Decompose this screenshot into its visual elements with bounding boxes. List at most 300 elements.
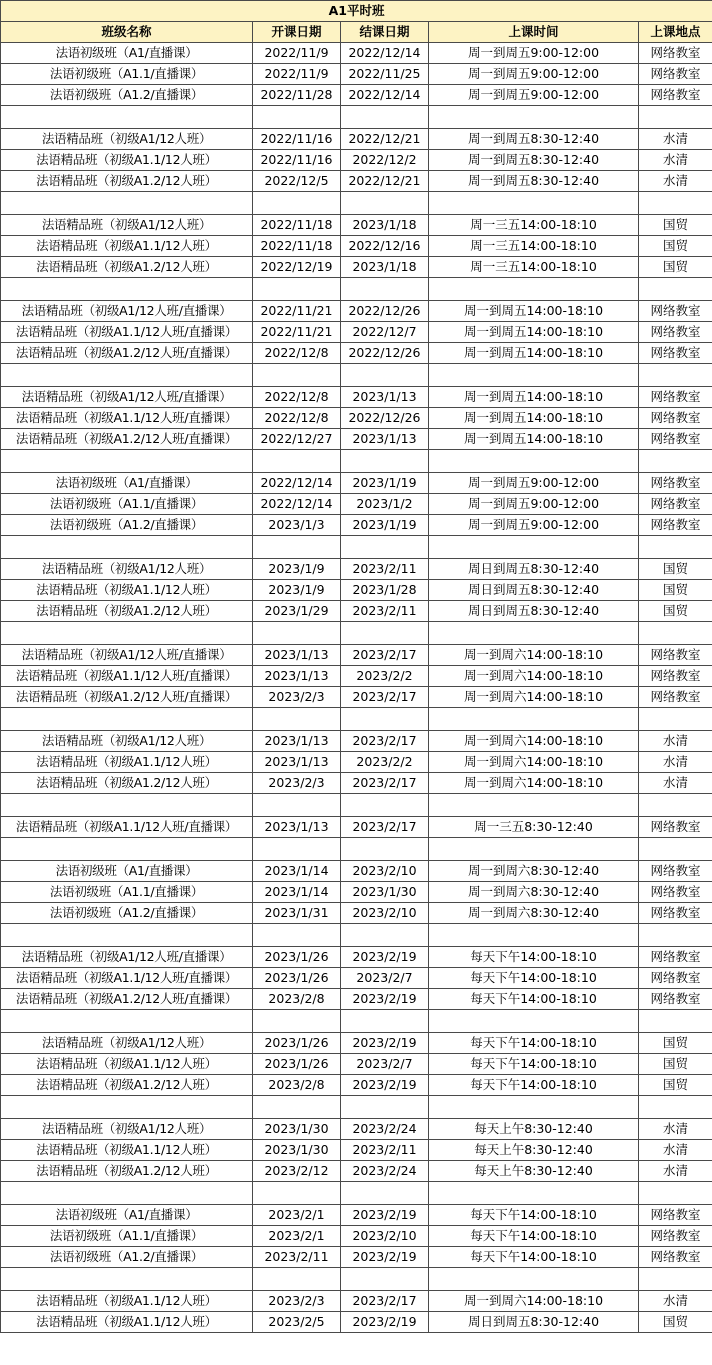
location-cell: 网络教室	[639, 882, 712, 903]
location-cell: 网络教室	[639, 322, 712, 343]
empty-cell	[253, 1010, 341, 1033]
table-row	[1, 989, 712, 1010]
start-date-cell: 2022/12/8	[253, 387, 341, 408]
empty-cell	[253, 708, 341, 731]
table-row	[1, 215, 712, 236]
class-name-cell: 法语初级班（A1.1/直播课）	[1, 494, 253, 515]
class-time-cell: 周一到周六14:00-18:10	[429, 752, 639, 773]
end-date-cell: 2023/1/13	[341, 429, 429, 450]
empty-cell	[253, 364, 341, 387]
table-row	[1, 129, 712, 150]
start-date-cell: 2023/2/8	[253, 1075, 341, 1096]
class-name-cell: 法语精品班（初级A1.1/12人班）	[1, 150, 253, 171]
table-row	[1, 601, 712, 622]
class-name-cell: 法语初级班（A1/直播课）	[1, 473, 253, 494]
class-name-cell: 法语精品班（初级A1.1/12人班/直播课）	[1, 666, 253, 687]
table-row	[1, 731, 712, 752]
end-date-cell: 2023/2/17	[341, 731, 429, 752]
class-time-cell: 周一三五14:00-18:10	[429, 215, 639, 236]
end-date-cell: 2022/12/2	[341, 150, 429, 171]
empty-cell	[639, 192, 712, 215]
start-date-cell: 2022/11/18	[253, 215, 341, 236]
class-name-cell: 法语精品班（初级A1.1/12人班）	[1, 1054, 253, 1075]
empty-cell	[639, 1268, 712, 1291]
empty-cell	[341, 192, 429, 215]
start-date-cell: 2023/1/30	[253, 1119, 341, 1140]
class-time-cell: 周一到周五9:00-12:00	[429, 43, 639, 64]
end-date-cell: 2023/1/28	[341, 580, 429, 601]
location-cell: 水清	[639, 1291, 712, 1312]
empty-cell	[341, 708, 429, 731]
empty-cell	[341, 1182, 429, 1205]
end-date-cell: 2023/2/10	[341, 903, 429, 924]
empty-cell	[429, 838, 639, 861]
empty-cell	[429, 450, 639, 473]
start-date-cell: 2023/1/14	[253, 861, 341, 882]
class-name-cell: 法语初级班（A1.2/直播课）	[1, 1247, 253, 1268]
empty-cell	[1, 622, 253, 645]
empty-cell	[429, 278, 639, 301]
end-date-cell: 2023/2/19	[341, 1205, 429, 1226]
class-time-cell: 周一到周五8:30-12:40	[429, 129, 639, 150]
empty-cell	[341, 794, 429, 817]
end-date-cell: 2023/2/11	[341, 601, 429, 622]
end-date-cell: 2022/12/14	[341, 85, 429, 106]
end-date-cell: 2022/12/14	[341, 43, 429, 64]
start-date-cell: 2022/12/27	[253, 429, 341, 450]
class-time-cell: 周一到周六14:00-18:10	[429, 645, 639, 666]
location-cell: 网络教室	[639, 515, 712, 536]
end-date-cell: 2023/2/17	[341, 687, 429, 708]
class-time-cell: 每天下午14:00-18:10	[429, 968, 639, 989]
start-date-cell: 2022/11/18	[253, 236, 341, 257]
class-name-cell: 法语初级班（A1.2/直播课）	[1, 515, 253, 536]
start-date-cell: 2023/2/1	[253, 1226, 341, 1247]
empty-cell	[639, 536, 712, 559]
location-cell: 网络教室	[639, 473, 712, 494]
empty-cell	[639, 622, 712, 645]
table-row	[1, 387, 712, 408]
class-time-cell: 周一到周五9:00-12:00	[429, 494, 639, 515]
location-cell: 国贸	[639, 236, 712, 257]
empty-cell	[341, 924, 429, 947]
end-date-cell: 2023/2/11	[341, 1140, 429, 1161]
end-date-cell: 2023/2/19	[341, 989, 429, 1010]
empty-cell	[429, 1268, 639, 1291]
empty-cell	[1, 1182, 253, 1205]
location-cell: 水清	[639, 773, 712, 794]
end-date-cell: 2023/2/24	[341, 1161, 429, 1182]
table-title: A1平时班	[1, 1, 712, 22]
start-date-cell: 2022/11/16	[253, 129, 341, 150]
class-name-cell: 法语精品班（初级A1/12人班）	[1, 215, 253, 236]
table-row	[1, 968, 712, 989]
spacer-row	[1, 708, 712, 731]
start-date-cell: 2023/2/11	[253, 1247, 341, 1268]
class-time-cell: 周一到周五14:00-18:10	[429, 387, 639, 408]
empty-cell	[639, 450, 712, 473]
start-date-cell: 2022/11/16	[253, 150, 341, 171]
table-row	[1, 1226, 712, 1247]
class-name-cell: 法语初级班（A1/直播课）	[1, 861, 253, 882]
start-date-cell: 2023/1/13	[253, 731, 341, 752]
spacer-row	[1, 106, 712, 129]
class-name-cell: 法语精品班（初级A1.2/12人班/直播课）	[1, 429, 253, 450]
class-time-cell: 每天上午8:30-12:40	[429, 1161, 639, 1182]
location-cell: 网络教室	[639, 494, 712, 515]
class-time-cell: 周一到周六8:30-12:40	[429, 882, 639, 903]
table-row	[1, 1312, 712, 1333]
table-row	[1, 494, 712, 515]
class-time-cell: 每天下午14:00-18:10	[429, 1226, 639, 1247]
location-cell: 网络教室	[639, 947, 712, 968]
spacer-row	[1, 794, 712, 817]
table-row	[1, 1291, 712, 1312]
class-name-cell: 法语精品班（初级A1/12人班/直播课）	[1, 645, 253, 666]
end-date-cell: 2023/1/18	[341, 257, 429, 278]
empty-cell	[341, 838, 429, 861]
class-name-cell: 法语精品班（初级A1.1/12人班）	[1, 1291, 253, 1312]
end-date-cell: 2022/12/26	[341, 301, 429, 322]
end-date-cell: 2023/2/19	[341, 947, 429, 968]
class-time-cell: 周日到周五8:30-12:40	[429, 1312, 639, 1333]
table-row	[1, 408, 712, 429]
class-time-cell: 周日到周五8:30-12:40	[429, 559, 639, 580]
class-name-cell: 法语精品班（初级A1.2/12人班）	[1, 601, 253, 622]
table-row	[1, 301, 712, 322]
end-date-cell: 2023/2/19	[341, 1247, 429, 1268]
empty-cell	[253, 278, 341, 301]
location-cell: 网络教室	[639, 43, 712, 64]
class-name-cell: 法语精品班（初级A1.2/12人班/直播课）	[1, 687, 253, 708]
start-date-cell: 2023/1/14	[253, 882, 341, 903]
end-date-cell: 2022/12/7	[341, 322, 429, 343]
start-date-cell: 2022/12/8	[253, 343, 341, 364]
class-name-cell: 法语精品班（初级A1/12人班）	[1, 1119, 253, 1140]
empty-cell	[253, 794, 341, 817]
location-cell: 国贸	[639, 601, 712, 622]
class-time-cell: 每天上午8:30-12:40	[429, 1140, 639, 1161]
class-time-cell: 周一三五14:00-18:10	[429, 257, 639, 278]
table-row	[1, 1075, 712, 1096]
spacer-row	[1, 838, 712, 861]
location-cell: 网络教室	[639, 989, 712, 1010]
class-name-cell: 法语精品班（初级A1.2/12人班/直播课）	[1, 989, 253, 1010]
table-row	[1, 43, 712, 64]
empty-cell	[1, 1268, 253, 1291]
empty-cell	[1, 1010, 253, 1033]
table-row	[1, 64, 712, 85]
location-cell: 网络教室	[639, 1205, 712, 1226]
table-row	[1, 773, 712, 794]
class-time-cell: 每天下午14:00-18:10	[429, 1054, 639, 1075]
class-name-cell: 法语精品班（初级A1.2/12人班）	[1, 1075, 253, 1096]
spacer-row	[1, 622, 712, 645]
empty-cell	[341, 1268, 429, 1291]
empty-cell	[253, 622, 341, 645]
start-date-cell: 2022/11/9	[253, 43, 341, 64]
class-name-cell: 法语精品班（初级A1.1/12人班）	[1, 580, 253, 601]
start-date-cell: 2023/2/8	[253, 989, 341, 1010]
empty-cell	[1, 364, 253, 387]
empty-cell	[429, 794, 639, 817]
column-header-location: 上课地点	[639, 22, 712, 43]
end-date-cell: 2022/12/26	[341, 408, 429, 429]
empty-cell	[253, 192, 341, 215]
end-date-cell: 2022/12/21	[341, 129, 429, 150]
table-row	[1, 1140, 712, 1161]
empty-cell	[429, 192, 639, 215]
empty-cell	[253, 838, 341, 861]
location-cell: 国贸	[639, 1075, 712, 1096]
empty-cell	[429, 1182, 639, 1205]
empty-cell	[639, 924, 712, 947]
table-row	[1, 1033, 712, 1054]
end-date-cell: 2022/12/16	[341, 236, 429, 257]
location-cell: 国贸	[639, 1054, 712, 1075]
class-name-cell: 法语精品班（初级A1.1/12人班）	[1, 1312, 253, 1333]
class-name-cell: 法语精品班（初级A1.1/12人班/直播课）	[1, 408, 253, 429]
class-name-cell: 法语初级班（A1.2/直播课）	[1, 85, 253, 106]
class-name-cell: 法语精品班（初级A1.2/12人班）	[1, 171, 253, 192]
empty-cell	[341, 1096, 429, 1119]
class-time-cell: 周日到周五8:30-12:40	[429, 580, 639, 601]
empty-cell	[341, 450, 429, 473]
class-time-cell: 周一三五8:30-12:40	[429, 817, 639, 838]
location-cell: 网络教室	[639, 903, 712, 924]
empty-cell	[639, 1096, 712, 1119]
class-time-cell: 周日到周五8:30-12:40	[429, 601, 639, 622]
end-date-cell: 2023/2/10	[341, 1226, 429, 1247]
class-name-cell: 法语初级班（A1.1/直播课）	[1, 882, 253, 903]
class-name-cell: 法语精品班（初级A1.2/12人班/直播课）	[1, 343, 253, 364]
end-date-cell: 2023/2/2	[341, 666, 429, 687]
end-date-cell: 2023/2/17	[341, 645, 429, 666]
start-date-cell: 2023/1/3	[253, 515, 341, 536]
end-date-cell: 2023/2/10	[341, 861, 429, 882]
end-date-cell: 2023/2/19	[341, 1312, 429, 1333]
empty-cell	[1, 192, 253, 215]
empty-cell	[429, 106, 639, 129]
class-time-cell: 每天下午14:00-18:10	[429, 989, 639, 1010]
location-cell: 水清	[639, 150, 712, 171]
start-date-cell: 2022/12/19	[253, 257, 341, 278]
location-cell: 水清	[639, 731, 712, 752]
location-cell: 网络教室	[639, 687, 712, 708]
empty-cell	[639, 106, 712, 129]
start-date-cell: 2023/1/26	[253, 968, 341, 989]
empty-cell	[1, 924, 253, 947]
spacer-row	[1, 924, 712, 947]
location-cell: 网络教室	[639, 666, 712, 687]
header-row	[1, 22, 712, 43]
title-row	[1, 1, 712, 22]
class-name-cell: 法语初级班（A1.1/直播课）	[1, 1226, 253, 1247]
spacer-row	[1, 450, 712, 473]
end-date-cell: 2023/2/19	[341, 1033, 429, 1054]
start-date-cell: 2023/1/31	[253, 903, 341, 924]
start-date-cell: 2023/1/13	[253, 817, 341, 838]
class-name-cell: 法语精品班（初级A1.1/12人班）	[1, 236, 253, 257]
empty-cell	[253, 1182, 341, 1205]
location-cell: 网络教室	[639, 645, 712, 666]
empty-cell	[639, 364, 712, 387]
location-cell: 水清	[639, 1140, 712, 1161]
start-date-cell: 2023/1/13	[253, 645, 341, 666]
location-cell: 网络教室	[639, 64, 712, 85]
class-time-cell: 每天下午14:00-18:10	[429, 1205, 639, 1226]
class-name-cell: 法语精品班（初级A1.2/12人班）	[1, 257, 253, 278]
table-row	[1, 687, 712, 708]
end-date-cell: 2023/2/2	[341, 752, 429, 773]
table-row	[1, 257, 712, 278]
start-date-cell: 2023/2/3	[253, 773, 341, 794]
spacer-row	[1, 364, 712, 387]
empty-cell	[1, 708, 253, 731]
class-time-cell: 周一到周六14:00-18:10	[429, 773, 639, 794]
class-name-cell: 法语精品班（初级A1/12人班）	[1, 1033, 253, 1054]
empty-cell	[639, 278, 712, 301]
table-row	[1, 473, 712, 494]
location-cell: 网络教室	[639, 1247, 712, 1268]
start-date-cell: 2022/11/9	[253, 64, 341, 85]
empty-cell	[1, 450, 253, 473]
table-body	[1, 43, 712, 1333]
table-row	[1, 429, 712, 450]
table-row	[1, 1205, 712, 1226]
location-cell: 网络教室	[639, 1226, 712, 1247]
class-name-cell: 法语精品班（初级A1.1/12人班/直播课）	[1, 968, 253, 989]
spacer-row	[1, 536, 712, 559]
class-time-cell: 周一到周五9:00-12:00	[429, 64, 639, 85]
table-row	[1, 150, 712, 171]
class-time-cell: 周一三五14:00-18:10	[429, 236, 639, 257]
class-name-cell: 法语精品班（初级A1.1/12人班/直播课）	[1, 322, 253, 343]
end-date-cell: 2023/2/7	[341, 968, 429, 989]
start-date-cell: 2023/1/30	[253, 1140, 341, 1161]
table-row	[1, 236, 712, 257]
table-row	[1, 85, 712, 106]
location-cell: 国贸	[639, 1312, 712, 1333]
location-cell: 水清	[639, 1161, 712, 1182]
empty-cell	[341, 278, 429, 301]
spacer-row	[1, 1010, 712, 1033]
spacer-row	[1, 1096, 712, 1119]
empty-cell	[639, 794, 712, 817]
class-name-cell: 法语精品班（初级A1/12人班）	[1, 559, 253, 580]
start-date-cell: 2023/1/9	[253, 580, 341, 601]
location-cell: 网络教室	[639, 968, 712, 989]
empty-cell	[341, 622, 429, 645]
class-name-cell: 法语精品班（初级A1/12人班/直播课）	[1, 301, 253, 322]
empty-cell	[639, 1010, 712, 1033]
location-cell: 网络教室	[639, 408, 712, 429]
table-row	[1, 1247, 712, 1268]
end-date-cell: 2023/1/18	[341, 215, 429, 236]
class-time-cell: 周一到周五9:00-12:00	[429, 515, 639, 536]
start-date-cell: 2023/2/1	[253, 1205, 341, 1226]
location-cell: 国贸	[639, 215, 712, 236]
table-row	[1, 171, 712, 192]
table-row	[1, 666, 712, 687]
start-date-cell: 2022/12/8	[253, 408, 341, 429]
spacer-row	[1, 192, 712, 215]
class-name-cell: 法语精品班（初级A1.1/12人班）	[1, 1140, 253, 1161]
class-time-cell: 周一到周六8:30-12:40	[429, 861, 639, 882]
table-row	[1, 559, 712, 580]
spacer-row	[1, 278, 712, 301]
column-header-end-date: 结课日期	[341, 22, 429, 43]
empty-cell	[429, 1010, 639, 1033]
empty-cell	[429, 708, 639, 731]
location-cell: 网络教室	[639, 85, 712, 106]
end-date-cell: 2023/1/19	[341, 515, 429, 536]
end-date-cell: 2023/1/13	[341, 387, 429, 408]
table-row	[1, 903, 712, 924]
location-cell: 国贸	[639, 257, 712, 278]
empty-cell	[429, 1096, 639, 1119]
class-time-cell: 每天下午14:00-18:10	[429, 1247, 639, 1268]
start-date-cell: 2023/2/3	[253, 1291, 341, 1312]
class-name-cell: 法语精品班（初级A1/12人班）	[1, 731, 253, 752]
class-name-cell: 法语初级班（A1.2/直播课）	[1, 903, 253, 924]
empty-cell	[253, 1096, 341, 1119]
empty-cell	[253, 450, 341, 473]
class-time-cell: 周一到周五9:00-12:00	[429, 473, 639, 494]
location-cell: 国贸	[639, 559, 712, 580]
location-cell: 网络教室	[639, 817, 712, 838]
start-date-cell: 2023/2/3	[253, 687, 341, 708]
start-date-cell: 2022/11/21	[253, 301, 341, 322]
column-header-start-date: 开课日期	[253, 22, 341, 43]
table-row	[1, 947, 712, 968]
empty-cell	[1, 794, 253, 817]
table-row	[1, 817, 712, 838]
location-cell: 水清	[639, 171, 712, 192]
empty-cell	[253, 1268, 341, 1291]
empty-cell	[1, 278, 253, 301]
table-row	[1, 580, 712, 601]
empty-cell	[341, 106, 429, 129]
location-cell: 网络教室	[639, 861, 712, 882]
table-row	[1, 645, 712, 666]
table-row	[1, 861, 712, 882]
empty-cell	[253, 536, 341, 559]
location-cell: 网络教室	[639, 301, 712, 322]
end-date-cell: 2022/12/26	[341, 343, 429, 364]
class-name-cell: 法语精品班（初级A1.1/12人班/直播课）	[1, 817, 253, 838]
class-name-cell: 法语初级班（A1.1/直播课）	[1, 64, 253, 85]
start-date-cell: 2023/2/12	[253, 1161, 341, 1182]
class-name-cell: 法语精品班（初级A1.1/12人班）	[1, 752, 253, 773]
class-time-cell: 周一到周五14:00-18:10	[429, 322, 639, 343]
start-date-cell: 2023/1/26	[253, 1054, 341, 1075]
end-date-cell: 2022/12/21	[341, 171, 429, 192]
table-row	[1, 752, 712, 773]
start-date-cell: 2023/1/13	[253, 666, 341, 687]
end-date-cell: 2023/2/24	[341, 1119, 429, 1140]
class-name-cell: 法语精品班（初级A1.2/12人班）	[1, 773, 253, 794]
start-date-cell: 2022/12/14	[253, 494, 341, 515]
table-row	[1, 1054, 712, 1075]
start-date-cell: 2023/1/13	[253, 752, 341, 773]
empty-cell	[639, 708, 712, 731]
empty-cell	[1, 536, 253, 559]
location-cell: 网络教室	[639, 387, 712, 408]
column-header-class-name: 班级名称	[1, 22, 253, 43]
class-time-cell: 周一到周五9:00-12:00	[429, 85, 639, 106]
location-cell: 国贸	[639, 580, 712, 601]
